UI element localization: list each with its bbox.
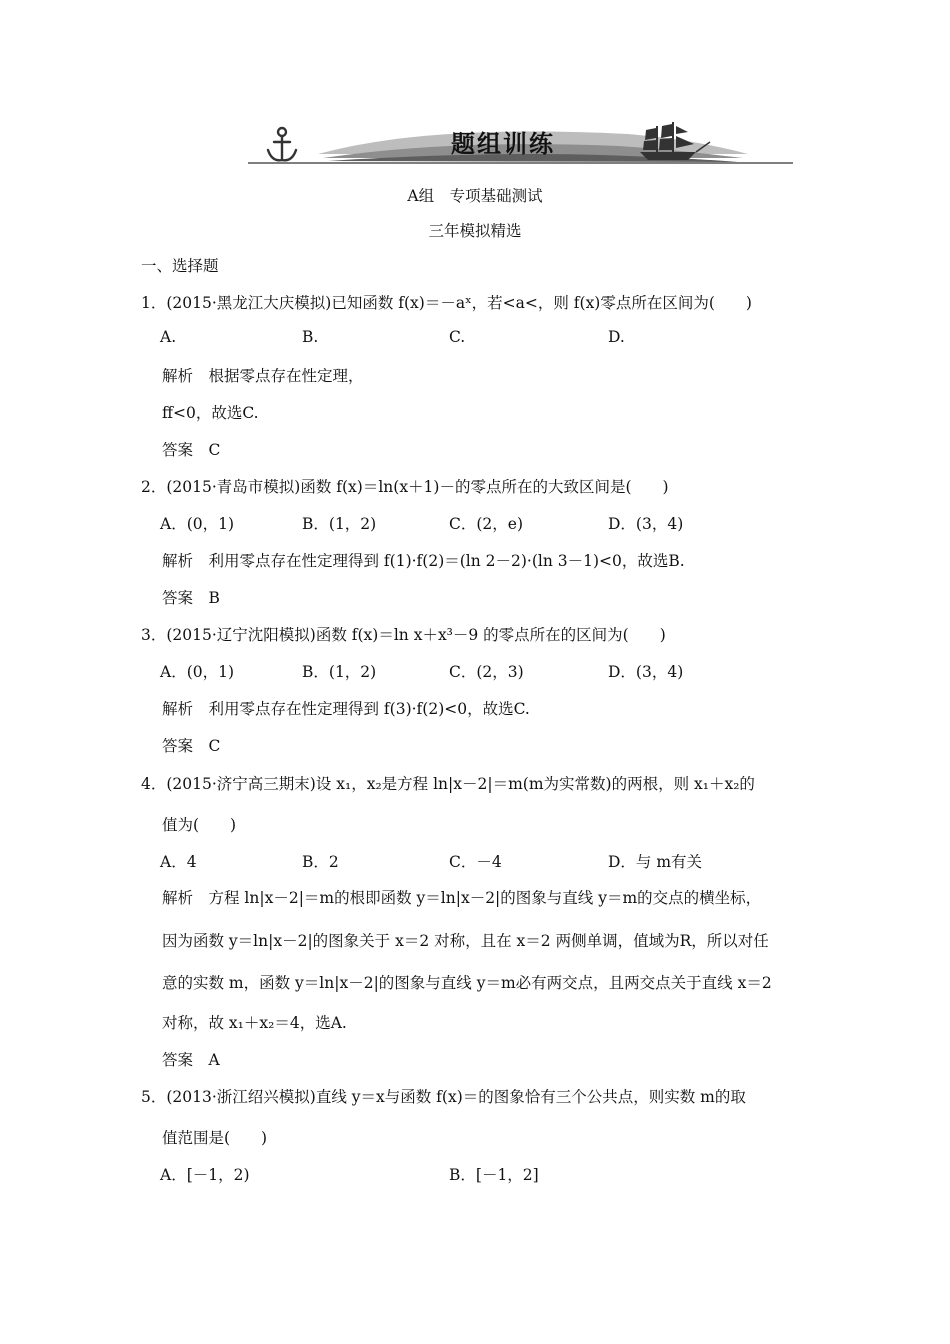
q3-stem: 3．(2015·辽宁沈阳模拟)函数 f(x)＝ln x＋x³－9 的零点所在的区间为( ) bbox=[141, 626, 666, 644]
section-heading: 一、选择题 bbox=[141, 257, 219, 275]
q2-choice-a: A．(0，1) bbox=[160, 515, 235, 533]
q1-choice-a: A. bbox=[160, 328, 177, 346]
q4-choice-d: D．与 m有关 bbox=[608, 853, 703, 871]
q4-answer: 答案 A bbox=[162, 1051, 220, 1069]
q2-answer: 答案 B bbox=[162, 589, 220, 607]
q2-choice-d: D．(3，4) bbox=[608, 515, 684, 533]
q5-choice-a: A．[－1，2) bbox=[160, 1166, 250, 1184]
q4-analysis-3: 意的实数 m，函数 y＝ln|x－2|的图象与直线 y＝m必有两交点，且两交点关于直线 x＝2 bbox=[162, 974, 772, 992]
q1-answer: 答案 C bbox=[162, 441, 221, 459]
q2-choice-b: B．(1，2) bbox=[302, 515, 377, 533]
q2-choice-c: C．(2，e) bbox=[449, 515, 523, 533]
q1-stem: 1．(2015·黑龙江大庆模拟)已知函数 f(x)＝－aˣ，若<a<，则 f(x)零点所在区间为( ) bbox=[141, 294, 752, 312]
q4-choice-c: C．－4 bbox=[449, 853, 502, 871]
q3-choice-d: D．(3，4) bbox=[608, 663, 684, 681]
anchor-icon bbox=[268, 128, 296, 160]
q1-choice-b: B. bbox=[302, 328, 319, 346]
q4-analysis-4: 对称，故 x₁＋x₂＝4，选A. bbox=[162, 1014, 347, 1032]
q4-analysis-2: 因为函数 y＝ln|x－2|的图象关于 x＝2 对称，且在 x＝2 两侧单调，值域为R，所以对任 bbox=[162, 932, 769, 950]
banner-title: 题组训练 bbox=[451, 130, 555, 158]
q4-stem-cont: 值为( ) bbox=[162, 816, 237, 834]
q4-choice-a: A．4 bbox=[160, 853, 197, 871]
q1-choice-c: C. bbox=[449, 328, 466, 346]
q3-analysis-1: 解析 利用零点存在性定理得到 f(3)·f(2)<0，故选C. bbox=[162, 700, 530, 718]
q4-stem: 4．(2015·济宁高三期末)设 x₁，x₂是方程 ln|x－2|＝m(m为实常数)的两根，则 x₁＋x₂的 bbox=[141, 775, 755, 793]
q5-stem: 5．(2013·浙江绍兴模拟)直线 y＝x与函数 f(x)＝的图象恰有三个公共点，则实数 m的取 bbox=[141, 1088, 746, 1106]
q5-choice-b: B．[－1，2] bbox=[449, 1166, 539, 1184]
subtitle: 三年模拟精选 bbox=[428, 222, 522, 240]
q1-analysis-1: 解析 根据零点存在性定理， bbox=[162, 367, 364, 385]
q4-analysis-1: 解析 方程 ln|x－2|＝m的根即函数 y＝ln|x－2|的图象与直线 y＝m的交点的横坐标， bbox=[162, 889, 762, 907]
q1-analysis-2: ff<0，故选C. bbox=[162, 404, 259, 422]
q5-stem-cont: 值范围是( ) bbox=[162, 1129, 268, 1147]
q2-stem: 2．(2015·青岛市模拟)函数 f(x)＝ln(x＋1)－的零点所在的大致区间是( ) bbox=[141, 478, 669, 496]
group-title: A组 专项基础测试 bbox=[407, 187, 543, 205]
q3-choice-c: C．(2，3) bbox=[449, 663, 524, 681]
section-banner bbox=[248, 112, 793, 168]
q3-choice-a: A．(0，1) bbox=[160, 663, 235, 681]
q1-choice-d: D. bbox=[608, 328, 625, 346]
q3-answer: 答案 C bbox=[162, 737, 221, 755]
q2-analysis-1: 解析 利用零点存在性定理得到 f(1)·f(2)＝(ln 2－2)·(ln 3－1)<0，故选B. bbox=[162, 552, 685, 570]
q4-choice-b: B．2 bbox=[302, 853, 339, 871]
q3-choice-b: B．(1，2) bbox=[302, 663, 377, 681]
